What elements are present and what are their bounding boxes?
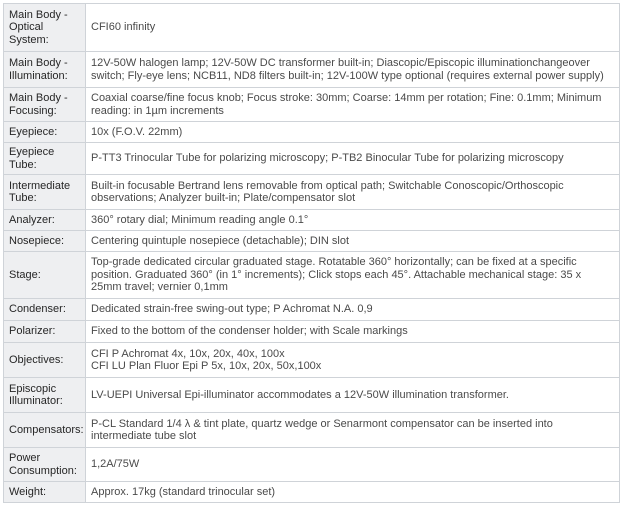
spec-row-intermediate-tube xyxy=(4,175,620,210)
spec-row-weight xyxy=(4,482,620,503)
spec-label: Main Body - Focusing: xyxy=(4,88,86,122)
spec-row-eyepiece xyxy=(4,122,620,143)
spec-value: Fixed to the bottom of the condenser holder; with Scale markings xyxy=(86,321,620,343)
spec-label: Intermediate Tube: xyxy=(4,175,86,210)
spec-value: 10x (F.O.V. 22mm) xyxy=(86,122,620,143)
spec-row-stage xyxy=(4,252,620,299)
spec-label: Polarizer: xyxy=(4,321,86,343)
spec-row-analyzer xyxy=(4,210,620,231)
spec-value: 360° rotary dial; Minimum reading angle 0.1° xyxy=(86,210,620,231)
spec-value: P-CL Standard 1/4 λ & tint plate, quartz wedge or Senarmont compensator can be inserted into intermediate tube slot xyxy=(86,413,620,448)
spec-label: Weight: xyxy=(4,482,86,503)
specifications-table xyxy=(3,3,620,503)
spec-label: Main Body - Optical System: xyxy=(4,4,86,52)
spec-row-polarizer xyxy=(4,321,620,343)
spec-label: Condenser: xyxy=(4,299,86,321)
spec-value: Dedicated strain-free swing-out type; P Achromat N.A. 0,9 xyxy=(86,299,620,321)
spec-value: Top-grade dedicated circular graduated stage. Rotatable 360° horizontally; can be fixed at a specific position. Graduated 360° (in 1° increments); Click stops each 45°. Attachable mechanical stage: 35 x 25mm travel; vernier 0,1mm xyxy=(86,252,620,299)
spec-label: Power Consumption: xyxy=(4,448,86,482)
spec-value: CFI P Achromat 4x, 10x, 20x, 40x, 100x CFI LU Plan Fluor Epi P 5x, 10x, 20x, 50x,100x xyxy=(86,343,620,378)
spec-row-objectives xyxy=(4,343,620,378)
spec-value: Approx. 17kg (standard trinocular set) xyxy=(86,482,620,503)
spec-row-power-consumption xyxy=(4,448,620,482)
spec-row-condenser xyxy=(4,299,620,321)
spec-value: P-TT3 Trinocular Tube for polarizing microscopy; P-TB2 Binocular Tube for polarizing microscopy xyxy=(86,143,620,175)
specifications-body xyxy=(4,4,620,503)
spec-row-focusing xyxy=(4,88,620,122)
spec-label: Analyzer: xyxy=(4,210,86,231)
spec-value: 12V-50W halogen lamp; 12V-50W DC transformer built-in; Diascopic/Episcopic illuminationchangeover switch; Fly-eye lens; NCB11, ND8 filters built-in; 12V-100W type optional (requires external power supply) xyxy=(86,52,620,88)
spec-label: Objectives: xyxy=(4,343,86,378)
spec-label: Main Body - Illumination: xyxy=(4,52,86,88)
spec-row-optical-system xyxy=(4,4,620,52)
spec-value: 1,2A/75W xyxy=(86,448,620,482)
spec-row-nosepiece xyxy=(4,231,620,252)
spec-value: Built-in focusable Bertrand lens removable from optical path; Switchable Conoscopic/Orthoscopic observations; Analyzer built-in; Plate/compensator slot xyxy=(86,175,620,210)
spec-label: Nosepiece: xyxy=(4,231,86,252)
spec-row-episcopic-illuminator xyxy=(4,378,620,413)
spec-label: Compensators: xyxy=(4,413,86,448)
spec-row-illumination xyxy=(4,52,620,88)
spec-value: LV-UEPI Universal Epi-illuminator accommodates a 12V-50W illumination transformer. xyxy=(86,378,620,413)
spec-label: Eyepiece Tube: xyxy=(4,143,86,175)
spec-value: CFI60 infinity xyxy=(86,4,620,52)
spec-value: Centering quintuple nosepiece (detachable); DIN slot xyxy=(86,231,620,252)
spec-label: Eyepiece: xyxy=(4,122,86,143)
spec-row-eyepiece-tube xyxy=(4,143,620,175)
spec-label: Stage: xyxy=(4,252,86,299)
spec-label: Episcopic Illuminator: xyxy=(4,378,86,413)
spec-value: Coaxial coarse/fine focus knob; Focus stroke: 30mm; Coarse: 14mm per rotation; Fine: 0.1mm; Minimum reading: in 1µm increments xyxy=(86,88,620,122)
spec-row-compensators xyxy=(4,413,620,448)
